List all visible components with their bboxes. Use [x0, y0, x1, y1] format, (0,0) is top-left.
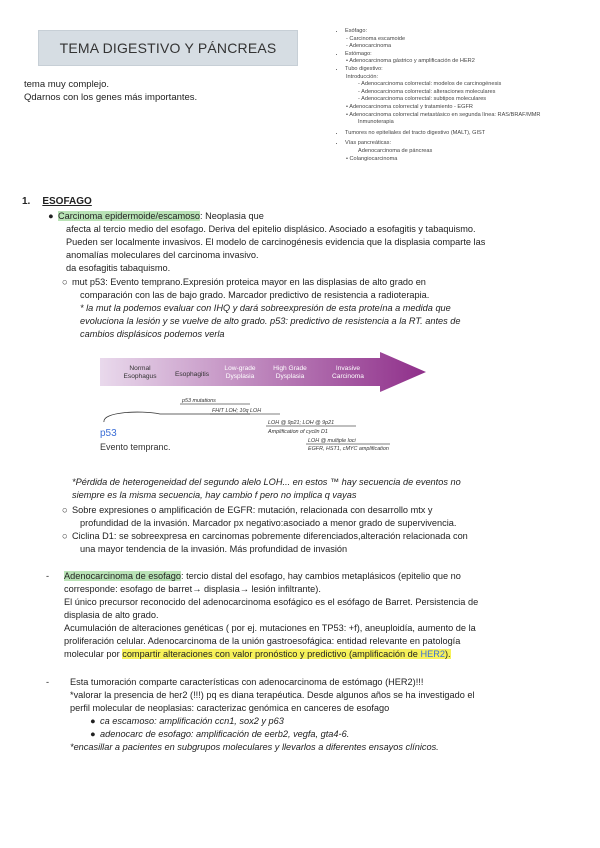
- toc-subsubitem: - Adenocarcinoma colorrectal: modelos de carcinogénesis: [358, 81, 502, 88]
- carcinoma-label: Carcinoma epidermoide/escamoso: [58, 211, 200, 221]
- toc-subitem: - Carcinoma escamoide: [346, 35, 406, 42]
- p53-handwritten: p53: [100, 428, 117, 439]
- toc-item: • Tubo digestivo:: [345, 66, 586, 74]
- p53-italic-line: * la mut la podemos evaluar con IHQ y dará sobreexpresión de esta proteína a medida que: [80, 303, 451, 313]
- section-heading: [22, 196, 92, 207]
- event-label: FHIT LOH; 10q LOH: [212, 408, 262, 414]
- carcinoma-block: [48, 210, 588, 275]
- bullet-icon: ●: [48, 211, 54, 221]
- toc-subitem: - Adenocarcinoma: [346, 43, 392, 50]
- p53-line: ○ mut p53: Evento temprano.Expresión proteica mayor en las displasias de alto grado en: [62, 277, 426, 287]
- carcinoma-line: anomalías moleculares del carcinoma invasivo.: [66, 250, 259, 260]
- stage-label: Dysplasia: [225, 373, 255, 380]
- p53-italic-line: cambios displásicos podemos verla: [80, 329, 225, 339]
- p53-block: [62, 276, 592, 341]
- toc-subsubitem: - Adenocarcinoma colorrectal: alteraciones moleculares: [358, 88, 496, 95]
- intro-text: [24, 78, 197, 104]
- section-title: ESOFAGO: [42, 196, 92, 207]
- stage-label: Normal: [129, 365, 151, 372]
- toc-subsubitem: Adenocarcinoma de páncreas: [358, 147, 433, 154]
- toc-item: • Estómago:: [345, 51, 586, 59]
- esta-first-line: - Esta tumoración comparte características con adenocarcinoma de estómago (HER2)!!!: [46, 677, 424, 687]
- carcinoma-text: [48, 223, 588, 275]
- perdida-line: *Pérdida de heterogeneidad del segundo alelo LOH... en estos ™ hay secuencia de eventos no: [72, 477, 461, 487]
- intro-line: tema muy complejo.: [24, 79, 110, 90]
- esta-final: *encasillar a pacientes en subgrupos moleculares y llevarlos a diferentes ensayos clínicos.: [70, 742, 439, 752]
- carcinoma-line: da esofagitis tabaquismo.: [66, 263, 171, 273]
- document-title-text: TEMA DIGESTIVO Y PÁNCREAS: [59, 40, 277, 56]
- ciclina-line: una mayor tendencia de la invasión. Más profundidad de invasión: [80, 544, 348, 554]
- esta-line: *valorar la presencia de her2 (!!!) pq es diana terapéutica. Desde algunos años se ha investigado el: [70, 690, 475, 700]
- stage-label: Esophagitis: [174, 371, 210, 378]
- document-title: [38, 30, 298, 66]
- esta-bullet: ● adenocarc de esofago: amplificación de eerb2, vegfa, gta4-6.: [90, 729, 350, 739]
- esta-text: [46, 689, 594, 754]
- ciclina-block: [62, 530, 592, 556]
- esta-line: perfil molecular de neoplasias: caracterizac genómica en canceres de esofago: [70, 703, 390, 713]
- egfr-block: [62, 504, 592, 530]
- toc-item: • Esófago:: [345, 28, 586, 36]
- evento-temprano-label: Evento tempranc.: [100, 442, 171, 452]
- adeno-line: El único precursor reconocido del adenocarcinoma esofágico es el esófago de Barret. Persistencia de: [64, 597, 479, 607]
- circle-bullet-icon: ○: [62, 277, 68, 287]
- highlighted-text: compartir alteraciones con valor pronóstico y predictivo (amplificación de HER2).: [122, 649, 451, 659]
- adeno-line: Acumulación de alteraciones genéticas ( por ej. mutaciones en TP53: +f), aneuploidía, aumento de la: [64, 623, 476, 633]
- adeno-block: [46, 570, 594, 661]
- toc-item: • Tumores no epiteliales del tracto digestivo (MALT), GIST: [345, 130, 586, 138]
- event-label: LOH @ 9p21; LOH @ 9p21: [268, 420, 335, 426]
- stage-label: Low-grade: [224, 365, 256, 372]
- stage-label: High Grade: [273, 365, 307, 372]
- dash-bullet: -: [46, 677, 50, 687]
- section-number: 1.: [22, 196, 31, 207]
- toc-subitem: • Adenocarcinoma colorrectal metastásico en segunda línea: RAS/BRAF/MMR: [346, 111, 541, 118]
- p53-line: comparación con las de bajo grado. Marcador predictivo de resistencia a radioterapia.: [80, 290, 430, 300]
- adeno-line: displasia de alto grado.: [64, 610, 159, 620]
- egfr-line: profundidad de la invasión. Marcador px negativo:asociado a menor grado de supervivencia.: [80, 518, 457, 528]
- toc-subitem: • Adenocarcinoma colorrectal y tratamiento - EGFR: [346, 103, 473, 110]
- event-label: LOH @ multiple loci: [308, 438, 356, 444]
- egfr-line: ○ Sobre expresiones o amplificación de EGFR: mutación, relacionada con desarrollo mtx y: [62, 505, 433, 515]
- bullet-icon: ●: [90, 716, 96, 726]
- stage-label: Esophagus: [123, 373, 157, 380]
- event-label: EGFR, HST1, cMYC amplification: [308, 446, 389, 452]
- progression-arrow: [100, 352, 426, 392]
- adeno-line: corresponde: esofago de barret→ displasia→ lesión infiltrante).: [64, 584, 321, 594]
- esta-bullet: ● ca escamoso: amplificación ccn1, sox2 y p63: [90, 716, 284, 726]
- carcinogenesis-diagram: [100, 352, 430, 464]
- perdida-note: [72, 476, 592, 502]
- circle-bullet-icon: ○: [62, 531, 68, 541]
- carcinoma-line: afecta al tercio medio del esofago. Deriva del epitelio displásico. Asociado a esofagitis y tabaquismo.: [66, 224, 476, 234]
- toc-subsubitem: - Adenocarcinoma colorrectal: subtipos moleculares: [358, 96, 487, 103]
- event-label: Amplification of cyclin D1: [268, 429, 328, 435]
- intro-line: Qdarnos con los genes más importantes.: [24, 92, 198, 103]
- adeno-label: Adenocarcinoma de esofago: [64, 571, 181, 581]
- ciclina-line: ○ Ciclina D1: se sobreexpresa en carcinomas pobremente diferenciados,alteración relacionada con: [62, 531, 468, 541]
- adeno-line: proliferación celular. Adenocarcinoma de la unión gastroesofágica: entidad relevante en patología: [64, 636, 461, 646]
- stage-label: Invasive: [335, 365, 361, 372]
- table-of-contents: [336, 28, 586, 163]
- toc-subsubitem: Inmunoterapia: [358, 119, 394, 126]
- carcinoma-first-line: [48, 210, 588, 223]
- esta-block: [46, 676, 594, 754]
- stage-label: Carcinoma: [332, 373, 364, 380]
- toc-item: • Vías pancreáticas:: [345, 140, 586, 148]
- toc-subitem: Introducción:: [346, 73, 379, 80]
- circle-bullet-icon: ○: [62, 505, 68, 515]
- p53-italic-line: evoluciona la lesión y se vuelve de alto grado. p53: predictivo de resistencia a la RT. antes de: [80, 316, 461, 326]
- adeno-rest: : tercio distal del esofago, hay cambios metaplásicos (epitelio que no: [180, 571, 461, 581]
- adeno-line: molecular por compartir alteraciones con valor pronóstico y predictivo (amplificación de HER2).: [64, 649, 451, 659]
- bullet-icon: ●: [90, 729, 96, 739]
- event-label: p53 mutations: [182, 398, 216, 404]
- progression-arrow-svg: [100, 352, 430, 464]
- toc-subitem: • Adenocarcinoma gástrico y amplificación de HER2: [346, 58, 475, 65]
- dash-bullet: -: [46, 571, 50, 581]
- adeno-text: [46, 583, 594, 661]
- perdida-line: siempre es la misma secuencia, hay cambio f pero no implica q vayas: [72, 490, 357, 500]
- adeno-first-line: [46, 570, 594, 583]
- toc-subitem: • Colangiocarcinoma: [346, 155, 398, 162]
- carcinoma-rest: : Neoplasia que: [199, 211, 264, 221]
- her2-text: HER2: [420, 649, 445, 659]
- stage-label: Dysplasia: [275, 373, 305, 380]
- carcinoma-line: Pueden ser localmente invasivos. El modelo de carcinogénesis evidencia que la displasia comparte las: [66, 237, 486, 247]
